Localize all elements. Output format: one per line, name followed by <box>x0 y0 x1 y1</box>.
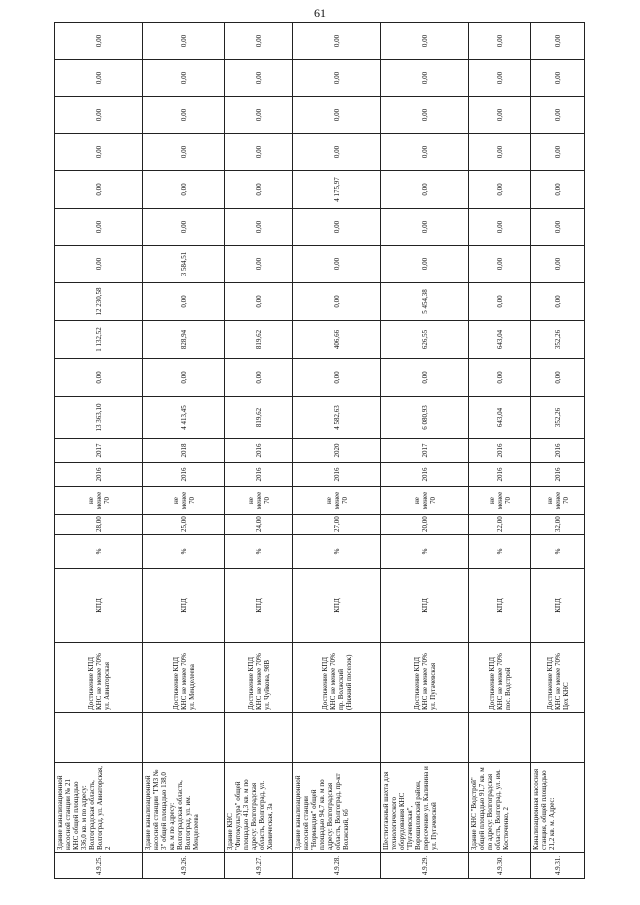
funding-value: 406,66 <box>293 321 381 359</box>
funding-value: 0,00 <box>293 134 381 171</box>
current-value: 20,00 <box>381 515 469 535</box>
funding-value: 0,00 <box>381 23 469 60</box>
empty-cell <box>55 713 143 763</box>
funding-value: 0,00 <box>55 134 143 171</box>
funding-value: 0,00 <box>293 23 381 60</box>
funding-value: 0,00 <box>55 97 143 134</box>
funding-value: 0,00 <box>531 60 585 97</box>
table-row <box>381 23 469 879</box>
table-row <box>225 23 293 879</box>
funding-value: 4 175,97 <box>293 171 381 209</box>
funding-value: 0,00 <box>143 283 225 321</box>
achievement-goal: Достижение КПД КНС не менее 70% Цех КНС <box>531 643 585 713</box>
current-value: 22,00 <box>469 515 531 535</box>
funding-value: 0,00 <box>293 60 381 97</box>
achievement-goal: Достижение КПД КНС не менее 70% ул. Авиаторская <box>55 643 143 713</box>
funding-value: 626,55 <box>381 321 469 359</box>
current-value: 32,00 <box>531 515 585 535</box>
funding-value: 0,00 <box>225 134 293 171</box>
unit-cell: % <box>225 535 293 569</box>
table-row <box>293 23 381 879</box>
funding-value: 0,00 <box>531 23 585 60</box>
empty-cell <box>469 713 531 763</box>
target-value: не менее 70 <box>55 487 143 515</box>
funding-value: 0,00 <box>531 359 585 397</box>
funding-value: 0,00 <box>531 209 585 246</box>
row-number: 4.9.25. <box>55 853 143 879</box>
funding-value: 0,00 <box>143 209 225 246</box>
object-name: Шестиэтажный шахта для технологического оборудования КНС "Пугачевская", Ворошиловский район, пересечение ул. Калинина и ул. Пугачевской <box>381 763 469 853</box>
funding-value: 0,00 <box>225 60 293 97</box>
object-name: Здание КНС "Водстрой" общей площадью 91,7 кв. м по адресу: Волгоградская область, Волгоград, ул. им. Костюченко, 2 <box>469 763 531 853</box>
target-value: не менее 70 <box>531 487 585 515</box>
unit-cell: % <box>293 535 381 569</box>
funding-value: 0,00 <box>55 246 143 283</box>
funding-value: 0,00 <box>469 60 531 97</box>
funding-value: 0,00 <box>55 209 143 246</box>
funding-value: 828,94 <box>143 321 225 359</box>
empty-cell <box>225 713 293 763</box>
indicator-name: КПД <box>381 569 469 643</box>
achievement-goal: Достижение КПД КНС не менее 70% ул. Пугачевская <box>381 643 469 713</box>
funding-value: 4 582,63 <box>293 397 381 439</box>
funding-value: 0,00 <box>469 246 531 283</box>
funding-value: 13 363,10 <box>55 397 143 439</box>
funding-value: 0,00 <box>55 171 143 209</box>
object-name: Здание КНС "Фитокультура" общей площадью 41,3 кв. м по адресу: Волгоградская область, Волгоград, ул. Химическая, 3а <box>225 763 293 853</box>
row-number: 4.9.30. <box>469 853 531 879</box>
row-number: 4.9.27. <box>225 853 293 879</box>
rotated-table-container <box>54 34 584 879</box>
page-number: 61 <box>314 6 326 20</box>
funding-value: 0,00 <box>293 97 381 134</box>
current-value: 27,00 <box>293 515 381 535</box>
start-year: 2016 <box>55 463 143 487</box>
end-year: 2017 <box>381 439 469 463</box>
funding-value: 5 454,38 <box>381 283 469 321</box>
row-number: 4.9.31. <box>531 853 585 879</box>
start-year: 2016 <box>531 463 585 487</box>
end-year: 2016 <box>531 439 585 463</box>
funding-value: 0,00 <box>143 23 225 60</box>
table-row <box>531 23 585 879</box>
funding-value: 0,00 <box>293 359 381 397</box>
target-value: не менее 70 <box>381 487 469 515</box>
current-value: 25,00 <box>143 515 225 535</box>
current-value: 24,00 <box>225 515 293 535</box>
funding-value: 0,00 <box>225 283 293 321</box>
unit-cell: % <box>531 535 585 569</box>
funding-value: 1 132,52 <box>55 321 143 359</box>
indicator-name: КПД <box>531 569 585 643</box>
object-name: Здание канализационной насосной станции № 21 КНС общей площадью 336,0 кв. м по адресу: Волгоградская область, Волгоград, ул. Авиаторская, 2 <box>55 763 143 853</box>
funding-value: 819,62 <box>225 397 293 439</box>
funding-value: 0,00 <box>293 246 381 283</box>
funding-value: 0,00 <box>531 134 585 171</box>
end-year: 2018 <box>143 439 225 463</box>
row-number: 4.9.29. <box>381 853 469 879</box>
indicator-name: КПД <box>143 569 225 643</box>
end-year: 2016 <box>469 439 531 463</box>
funding-value: 0,00 <box>143 171 225 209</box>
end-year: 2020 <box>293 439 381 463</box>
funding-value: 0,00 <box>469 23 531 60</box>
funding-value: 0,00 <box>469 359 531 397</box>
funding-value: 0,00 <box>381 171 469 209</box>
end-year: 2017 <box>55 439 143 463</box>
target-value: не менее 70 <box>143 487 225 515</box>
table-row <box>469 23 531 879</box>
funding-value: 0,00 <box>469 134 531 171</box>
funding-value: 0,00 <box>531 246 585 283</box>
unit-cell: % <box>143 535 225 569</box>
achievement-goal: Достижение КПД КНС не менее 70% пр. Волжский (Нижний поселок) <box>293 643 381 713</box>
funding-value: 643,04 <box>469 397 531 439</box>
funding-value: 0,00 <box>55 359 143 397</box>
row-number: 4.9.28. <box>293 853 381 879</box>
funding-value: 0,00 <box>225 23 293 60</box>
funding-value: 0,00 <box>225 246 293 283</box>
funding-value: 0,00 <box>531 97 585 134</box>
achievement-goal: Достижение КПД КНС не менее 70% ул. Чуйкова, 98В <box>225 643 293 713</box>
start-year: 2016 <box>293 463 381 487</box>
funding-value: 0,00 <box>143 134 225 171</box>
funding-value: 0,00 <box>531 171 585 209</box>
table-row <box>55 23 143 879</box>
target-value: не менее 70 <box>469 487 531 515</box>
empty-cell <box>143 713 225 763</box>
row-number: 4.9.26. <box>143 853 225 879</box>
funding-value: 819,62 <box>225 321 293 359</box>
funding-value: 0,00 <box>381 209 469 246</box>
funding-value: 0,00 <box>143 359 225 397</box>
funding-value: 0,00 <box>469 97 531 134</box>
funding-value: 0,00 <box>225 359 293 397</box>
funding-value: 352,26 <box>531 321 585 359</box>
funding-value: 12 230,58 <box>55 283 143 321</box>
object-name: Здание канализационной насосной станции "ГМЗ № 3" общей площадью 138,0 кв. м по адресу: Волгоградская область, Волгоград, ул. им. Менделеева <box>143 763 225 853</box>
funding-value: 0,00 <box>381 246 469 283</box>
funding-value: 4 413,45 <box>143 397 225 439</box>
funding-value: 0,00 <box>381 134 469 171</box>
funding-value: 0,00 <box>469 283 531 321</box>
achievement-goal: Достижение КПД КНС не менее 70% пос. Водстрой <box>469 643 531 713</box>
funding-value: 0,00 <box>381 60 469 97</box>
funding-value: 0,00 <box>225 209 293 246</box>
indicator-name: КПД <box>225 569 293 643</box>
start-year: 2016 <box>469 463 531 487</box>
funding-value: 0,00 <box>143 97 225 134</box>
funding-value: 0,00 <box>293 209 381 246</box>
funding-value: 0,00 <box>381 97 469 134</box>
start-year: 2016 <box>381 463 469 487</box>
investment-program-table <box>54 22 585 879</box>
current-value: 28,00 <box>55 515 143 535</box>
funding-value: 3 584,51 <box>143 246 225 283</box>
empty-cell <box>531 713 585 763</box>
funding-value: 6 080,93 <box>381 397 469 439</box>
unit-cell: % <box>469 535 531 569</box>
table-row <box>143 23 225 879</box>
start-year: 2016 <box>225 463 293 487</box>
indicator-name: КПД <box>469 569 531 643</box>
indicator-name: КПД <box>55 569 143 643</box>
object-name: Канализационная насосная станция, общей площадью 21,2 кв. м. Адрес: <box>531 763 585 853</box>
object-name: Здание канализационной насосной станции "Нормандия" общей площадью 94,7 кв. м по адресу: Волгоградская область, Волгоград, пр-кт Волжский, 6б <box>293 763 381 853</box>
funding-value: 0,00 <box>293 283 381 321</box>
funding-value: 0,00 <box>143 60 225 97</box>
target-value: не менее 70 <box>293 487 381 515</box>
target-value: не менее 70 <box>225 487 293 515</box>
funding-value: 0,00 <box>225 97 293 134</box>
funding-value: 643,04 <box>469 321 531 359</box>
funding-value: 0,00 <box>469 171 531 209</box>
empty-cell <box>381 713 469 763</box>
funding-value: 0,00 <box>55 23 143 60</box>
unit-cell: % <box>55 535 143 569</box>
funding-value: 0,00 <box>55 60 143 97</box>
table-body <box>55 23 585 879</box>
unit-cell: % <box>381 535 469 569</box>
achievement-goal: Достижение КПД КНС не менее 70% ул. Менделеева <box>143 643 225 713</box>
funding-value: 352,26 <box>531 397 585 439</box>
empty-cell <box>293 713 381 763</box>
start-year: 2016 <box>143 463 225 487</box>
end-year: 2016 <box>225 439 293 463</box>
funding-value: 0,00 <box>381 359 469 397</box>
indicator-name: КПД <box>293 569 381 643</box>
funding-value: 0,00 <box>225 171 293 209</box>
funding-value: 0,00 <box>531 283 585 321</box>
funding-value: 0,00 <box>469 209 531 246</box>
